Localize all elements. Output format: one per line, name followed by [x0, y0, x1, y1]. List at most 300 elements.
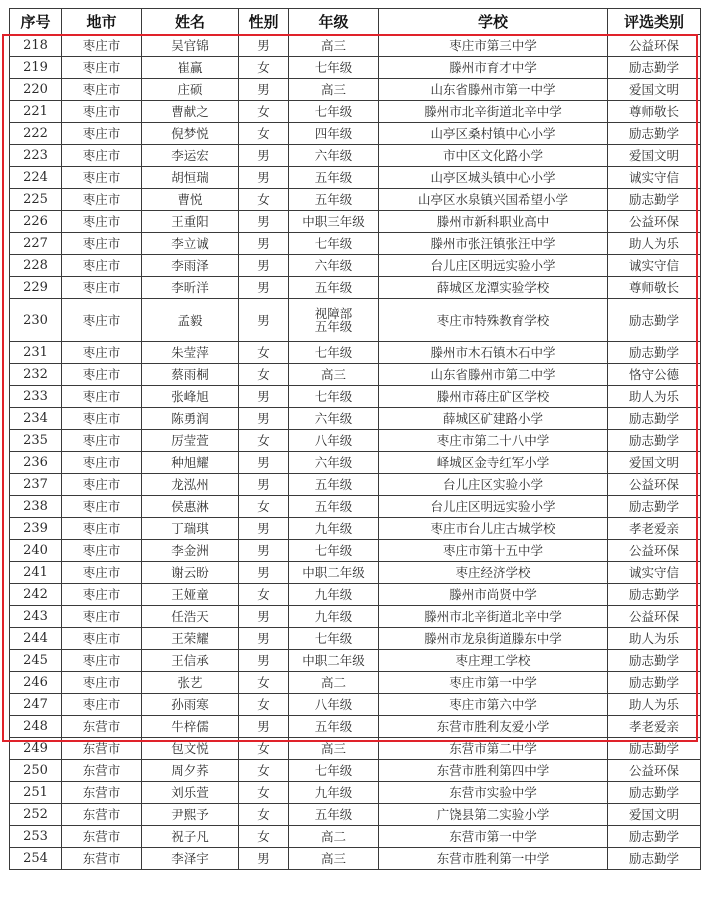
cell-grade: 五年级: [289, 804, 379, 826]
cell-index: 241: [10, 562, 62, 584]
cell-gender: 女: [239, 672, 289, 694]
cell-grade: 五年级: [289, 189, 379, 211]
cell-name: 李雨泽: [142, 255, 239, 277]
cell-grade: 八年级: [289, 430, 379, 452]
cell-gender: 女: [239, 57, 289, 79]
cell-city: 枣庄市: [62, 364, 142, 386]
cell-award-category: 公益环保: [608, 760, 701, 782]
cell-grade: 六年级: [289, 452, 379, 474]
cell-grade: 六年级: [289, 408, 379, 430]
cell-gender: 女: [239, 760, 289, 782]
cell-gender: 男: [239, 277, 289, 299]
cell-name: 李泽宇: [142, 848, 239, 870]
cell-name: 孙雨寒: [142, 694, 239, 716]
cell-grade: 五年级: [289, 716, 379, 738]
cell-city: 枣庄市: [62, 255, 142, 277]
table-row: [10, 189, 701, 211]
cell-award-category: 助人为乐: [608, 694, 701, 716]
cell-gender: 男: [239, 518, 289, 540]
cell-grade: 中职三年级: [289, 211, 379, 233]
document-page: [9, 8, 700, 870]
cell-grade: 九年级: [289, 606, 379, 628]
cell-index: 235: [10, 430, 62, 452]
cell-school: 滕州市北辛街道北辛中学: [379, 606, 608, 628]
cell-city: 枣庄市: [62, 233, 142, 255]
table-row: [10, 342, 701, 364]
cell-award-category: 励志勤学: [608, 299, 701, 342]
cell-school: 枣庄理工学校: [379, 650, 608, 672]
cell-index: 219: [10, 57, 62, 79]
cell-index: 220: [10, 79, 62, 101]
cell-city: 东营市: [62, 738, 142, 760]
cell-school: 枣庄市第六中学: [379, 694, 608, 716]
cell-award-category: 爱国文明: [608, 804, 701, 826]
cell-name: 王重阳: [142, 211, 239, 233]
cell-school: 薛城区龙潭实验学校: [379, 277, 608, 299]
cell-award-category: 励志勤学: [608, 57, 701, 79]
cell-gender: 男: [239, 255, 289, 277]
cell-school: 山亭区城头镇中心小学: [379, 167, 608, 189]
cell-city: 枣庄市: [62, 342, 142, 364]
cell-index: 251: [10, 782, 62, 804]
cell-school: 台儿庄区实验小学: [379, 474, 608, 496]
cell-grade: 九年级: [289, 518, 379, 540]
cell-school: 山亭区水泉镇兴国希望小学: [379, 189, 608, 211]
header-grade: 年级: [289, 9, 379, 35]
cell-name: 种旭耀: [142, 452, 239, 474]
cell-grade: 高二: [289, 826, 379, 848]
cell-grade: 七年级: [289, 101, 379, 123]
cell-school: 东营市实验中学: [379, 782, 608, 804]
cell-gender: 男: [239, 716, 289, 738]
cell-city: 枣庄市: [62, 101, 142, 123]
cell-award-category: 助人为乐: [608, 386, 701, 408]
cell-city: 枣庄市: [62, 562, 142, 584]
cell-school: 枣庄市台儿庄古城学校: [379, 518, 608, 540]
cell-school: 枣庄市特殊教育学校: [379, 299, 608, 342]
cell-gender: 女: [239, 584, 289, 606]
cell-index: 243: [10, 606, 62, 628]
cell-city: 枣庄市: [62, 167, 142, 189]
cell-grade: 七年级: [289, 760, 379, 782]
cell-grade: 七年级: [289, 628, 379, 650]
cell-index: 247: [10, 694, 62, 716]
cell-award-category: 公益环保: [608, 540, 701, 562]
cell-name: 刘乐萱: [142, 782, 239, 804]
cell-name: 王荣耀: [142, 628, 239, 650]
table-row: [10, 848, 701, 870]
cell-index: 229: [10, 277, 62, 299]
cell-city: 枣庄市: [62, 606, 142, 628]
cell-grade: 九年级: [289, 584, 379, 606]
table-row: [10, 694, 701, 716]
cell-city: 东营市: [62, 804, 142, 826]
cell-grade: 高二: [289, 672, 379, 694]
cell-index: 231: [10, 342, 62, 364]
cell-name: 尹熙予: [142, 804, 239, 826]
cell-index: 218: [10, 35, 62, 57]
cell-city: 枣庄市: [62, 35, 142, 57]
table-row: [10, 101, 701, 123]
cell-city: 东营市: [62, 760, 142, 782]
cell-name: 蔡雨桐: [142, 364, 239, 386]
cell-gender: 男: [239, 233, 289, 255]
cell-name: 曹献之: [142, 101, 239, 123]
cell-gender: 男: [239, 606, 289, 628]
table-row: [10, 79, 701, 101]
cell-school: 东营市胜利第一中学: [379, 848, 608, 870]
cell-award-category: 励志勤学: [608, 672, 701, 694]
cell-award-category: 诚实守信: [608, 255, 701, 277]
cell-school: 峄城区金寺红军小学: [379, 452, 608, 474]
cell-city: 枣庄市: [62, 672, 142, 694]
cell-gender: 男: [239, 562, 289, 584]
cell-name: 李运宏: [142, 145, 239, 167]
cell-award-category: 尊师敬长: [608, 101, 701, 123]
table-row: [10, 145, 701, 167]
cell-index: 244: [10, 628, 62, 650]
cell-award-category: 励志勤学: [608, 650, 701, 672]
cell-award-category: 诚实守信: [608, 167, 701, 189]
grade-line: 视障部: [314, 306, 353, 321]
cell-name: 胡恒瑞: [142, 167, 239, 189]
cell-city: 枣庄市: [62, 79, 142, 101]
cell-index: 248: [10, 716, 62, 738]
cell-name: 张艺: [142, 672, 239, 694]
cell-gender: 女: [239, 430, 289, 452]
cell-index: 227: [10, 233, 62, 255]
header-award-category: 评选类别: [608, 9, 701, 35]
cell-city: 枣庄市: [62, 277, 142, 299]
cell-index: 223: [10, 145, 62, 167]
cell-award-category: 励志勤学: [608, 496, 701, 518]
cell-grade: 中职二年级: [289, 562, 379, 584]
table-row: [10, 650, 701, 672]
cell-school: 山亭区桑村镇中心小学: [379, 123, 608, 145]
cell-name: 王信承: [142, 650, 239, 672]
cell-name: 孟毅: [142, 299, 239, 342]
cell-gender: 女: [239, 342, 289, 364]
cell-index: 225: [10, 189, 62, 211]
table-row: [10, 277, 701, 299]
cell-gender: 女: [239, 123, 289, 145]
cell-award-category: 励志勤学: [608, 342, 701, 364]
cell-city: 东营市: [62, 848, 142, 870]
cell-school: 市中区文化路小学: [379, 145, 608, 167]
cell-school: 广饶县第二实验小学: [379, 804, 608, 826]
table-row: [10, 233, 701, 255]
cell-city: 枣庄市: [62, 57, 142, 79]
cell-gender: 男: [239, 167, 289, 189]
cell-award-category: 尊师敬长: [608, 277, 701, 299]
cell-school: 薛城区矿建路小学: [379, 408, 608, 430]
cell-gender: 女: [239, 101, 289, 123]
cell-school: 东营市第一中学: [379, 826, 608, 848]
table-row: [10, 826, 701, 848]
cell-school: 滕州市张汪镇张汪中学: [379, 233, 608, 255]
cell-city: 枣庄市: [62, 452, 142, 474]
cell-name: 龙泓州: [142, 474, 239, 496]
cell-index: 228: [10, 255, 62, 277]
cell-gender: 男: [239, 145, 289, 167]
cell-award-category: 励志勤学: [608, 408, 701, 430]
table-row: [10, 760, 701, 782]
cell-grade: [289, 299, 379, 342]
cell-name: 李昕洋: [142, 277, 239, 299]
header-index: 序号: [10, 9, 62, 35]
cell-index: 237: [10, 474, 62, 496]
cell-school: 枣庄市第二十八中学: [379, 430, 608, 452]
cell-school: 枣庄经济学校: [379, 562, 608, 584]
cell-city: 枣庄市: [62, 189, 142, 211]
table-row: [10, 782, 701, 804]
cell-gender: 女: [239, 782, 289, 804]
cell-grade: 六年级: [289, 255, 379, 277]
cell-award-category: 公益环保: [608, 35, 701, 57]
cell-index: 246: [10, 672, 62, 694]
table-row: [10, 35, 701, 57]
table-row: [10, 474, 701, 496]
cell-city: 枣庄市: [62, 628, 142, 650]
cell-award-category: 励志勤学: [608, 848, 701, 870]
cell-name: 任浩天: [142, 606, 239, 628]
cell-gender: 女: [239, 189, 289, 211]
cell-name: 侯惠淋: [142, 496, 239, 518]
table-row: [10, 628, 701, 650]
cell-grade: 高三: [289, 848, 379, 870]
header-name: 姓名: [142, 9, 239, 35]
cell-index: 233: [10, 386, 62, 408]
cell-gender: 女: [239, 804, 289, 826]
cell-award-category: 爱国文明: [608, 452, 701, 474]
cell-index: 226: [10, 211, 62, 233]
cell-grade: 五年级: [289, 167, 379, 189]
cell-gender: 男: [239, 628, 289, 650]
cell-name: 吴官锦: [142, 35, 239, 57]
table-row: [10, 255, 701, 277]
cell-award-category: 恪守公德: [608, 364, 701, 386]
cell-award-category: 爱国文明: [608, 79, 701, 101]
cell-grade: 五年级: [289, 277, 379, 299]
cell-award-category: 励志勤学: [608, 782, 701, 804]
cell-city: 枣庄市: [62, 474, 142, 496]
cell-city: 枣庄市: [62, 408, 142, 430]
cell-city: 枣庄市: [62, 540, 142, 562]
cell-city: 枣庄市: [62, 145, 142, 167]
cell-gender: 男: [239, 848, 289, 870]
cell-school: 枣庄市第十五中学: [379, 540, 608, 562]
cell-school: 山东省滕州市第二中学: [379, 364, 608, 386]
cell-city: 枣庄市: [62, 123, 142, 145]
table-row: [10, 496, 701, 518]
cell-index: 253: [10, 826, 62, 848]
cell-gender: 女: [239, 738, 289, 760]
cell-city: 枣庄市: [62, 430, 142, 452]
cell-grade: 七年级: [289, 57, 379, 79]
cell-index: 240: [10, 540, 62, 562]
cell-school: 台儿庄区明远实验小学: [379, 496, 608, 518]
cell-gender: 女: [239, 496, 289, 518]
cell-gender: 女: [239, 826, 289, 848]
cell-name: 丁瑞琪: [142, 518, 239, 540]
cell-gender: 男: [239, 79, 289, 101]
cell-award-category: 励志勤学: [608, 584, 701, 606]
header-school: 学校: [379, 9, 608, 35]
cell-gender: 女: [239, 694, 289, 716]
cell-city: 东营市: [62, 782, 142, 804]
cell-city: 枣庄市: [62, 694, 142, 716]
cell-school: 滕州市北辛街道北辛中学: [379, 101, 608, 123]
cell-index: 254: [10, 848, 62, 870]
table-row: [10, 584, 701, 606]
table-row: [10, 386, 701, 408]
cell-award-category: 诚实守信: [608, 562, 701, 584]
cell-grade: 七年级: [289, 342, 379, 364]
cell-grade: 六年级: [289, 145, 379, 167]
cell-gender: 男: [239, 650, 289, 672]
cell-name: 包文悦: [142, 738, 239, 760]
table-row: [10, 211, 701, 233]
cell-award-category: 孝老爱亲: [608, 716, 701, 738]
cell-grade: 七年级: [289, 233, 379, 255]
cell-index: 221: [10, 101, 62, 123]
table-row: [10, 518, 701, 540]
cell-index: 230: [10, 299, 62, 342]
cell-grade: 高三: [289, 364, 379, 386]
cell-city: 枣庄市: [62, 211, 142, 233]
cell-name: 祝子凡: [142, 826, 239, 848]
cell-grade: 五年级: [289, 496, 379, 518]
cell-school: 滕州市蒋庄矿区学校: [379, 386, 608, 408]
table-row: [10, 452, 701, 474]
table-row: [10, 167, 701, 189]
cell-gender: 男: [239, 211, 289, 233]
cell-name: 陈勇润: [142, 408, 239, 430]
cell-school: 东营市胜利友爱小学: [379, 716, 608, 738]
cell-name: 李立诚: [142, 233, 239, 255]
cell-school: 滕州市龙泉街道滕东中学: [379, 628, 608, 650]
cell-school: 滕州市尚贤中学: [379, 584, 608, 606]
cell-gender: 男: [239, 299, 289, 342]
table-row: [10, 430, 701, 452]
table-row: [10, 299, 701, 342]
table-row: [10, 716, 701, 738]
cell-name: 谢云盼: [142, 562, 239, 584]
cell-index: 232: [10, 364, 62, 386]
table-row: [10, 364, 701, 386]
cell-school: 滕州市木石镇木石中学: [379, 342, 608, 364]
table-row: [10, 540, 701, 562]
cell-index: 252: [10, 804, 62, 826]
cell-grade: 七年级: [289, 386, 379, 408]
table-row: [10, 738, 701, 760]
cell-award-category: 励志勤学: [608, 826, 701, 848]
cell-grade: 高三: [289, 738, 379, 760]
cell-name: 曹悦: [142, 189, 239, 211]
cell-name: 牛梓儒: [142, 716, 239, 738]
cell-school: 滕州市育才中学: [379, 57, 608, 79]
cell-award-category: 励志勤学: [608, 189, 701, 211]
table-row: [10, 672, 701, 694]
cell-award-category: 助人为乐: [608, 233, 701, 255]
cell-grade: 八年级: [289, 694, 379, 716]
table-row: [10, 562, 701, 584]
cell-award-category: 励志勤学: [608, 123, 701, 145]
cell-school: 滕州市新科职业高中: [379, 211, 608, 233]
cell-name: 倪梦悦: [142, 123, 239, 145]
cell-award-category: 公益环保: [608, 474, 701, 496]
cell-index: 234: [10, 408, 62, 430]
cell-gender: 男: [239, 540, 289, 562]
cell-index: 250: [10, 760, 62, 782]
cell-gender: 男: [239, 474, 289, 496]
cell-name: 王娅童: [142, 584, 239, 606]
header-gender: 性别: [239, 9, 289, 35]
cell-gender: 男: [239, 452, 289, 474]
cell-award-category: 公益环保: [608, 606, 701, 628]
cell-index: 238: [10, 496, 62, 518]
cell-name: 朱莹萍: [142, 342, 239, 364]
cell-school: 枣庄市第三中学: [379, 35, 608, 57]
cell-grade: 五年级: [289, 474, 379, 496]
cell-gender: 男: [239, 408, 289, 430]
table-row: [10, 57, 701, 79]
cell-school: 山东省滕州市第一中学: [379, 79, 608, 101]
cell-city: 枣庄市: [62, 386, 142, 408]
cell-city: 东营市: [62, 826, 142, 848]
cell-school: 枣庄市第一中学: [379, 672, 608, 694]
cell-name: 李金洲: [142, 540, 239, 562]
cell-name: 张峰旭: [142, 386, 239, 408]
cell-award-category: 爱国文明: [608, 145, 701, 167]
cell-city: 枣庄市: [62, 650, 142, 672]
cell-award-category: 公益环保: [608, 211, 701, 233]
cell-city: 枣庄市: [62, 518, 142, 540]
cell-school: 东营市胜利第四中学: [379, 760, 608, 782]
cell-grade: 高三: [289, 79, 379, 101]
cell-award-category: 孝老爱亲: [608, 518, 701, 540]
cell-index: 249: [10, 738, 62, 760]
cell-grade: 七年级: [289, 540, 379, 562]
cell-award-category: 励志勤学: [608, 430, 701, 452]
cell-name: 厉莹萱: [142, 430, 239, 452]
cell-grade: 四年级: [289, 123, 379, 145]
table-row: [10, 123, 701, 145]
cell-index: 224: [10, 167, 62, 189]
award-roster-table: [9, 8, 701, 870]
cell-name: 崔赢: [142, 57, 239, 79]
cell-index: 236: [10, 452, 62, 474]
cell-name: 周夕荞: [142, 760, 239, 782]
table-row: [10, 606, 701, 628]
cell-grade: 九年级: [289, 782, 379, 804]
cell-gender: 男: [239, 35, 289, 57]
grade-line: 五年级: [314, 319, 353, 334]
cell-award-category: 助人为乐: [608, 628, 701, 650]
cell-school: 台儿庄区明远实验小学: [379, 255, 608, 277]
table-row: [10, 408, 701, 430]
cell-index: 245: [10, 650, 62, 672]
cell-index: 222: [10, 123, 62, 145]
cell-award-category: 励志勤学: [608, 738, 701, 760]
cell-city: 东营市: [62, 716, 142, 738]
header-city: 地市: [62, 9, 142, 35]
cell-gender: 男: [239, 386, 289, 408]
cell-grade: 高三: [289, 35, 379, 57]
table-body: [10, 35, 701, 870]
table-header-row: [10, 9, 701, 35]
cell-city: 枣庄市: [62, 496, 142, 518]
